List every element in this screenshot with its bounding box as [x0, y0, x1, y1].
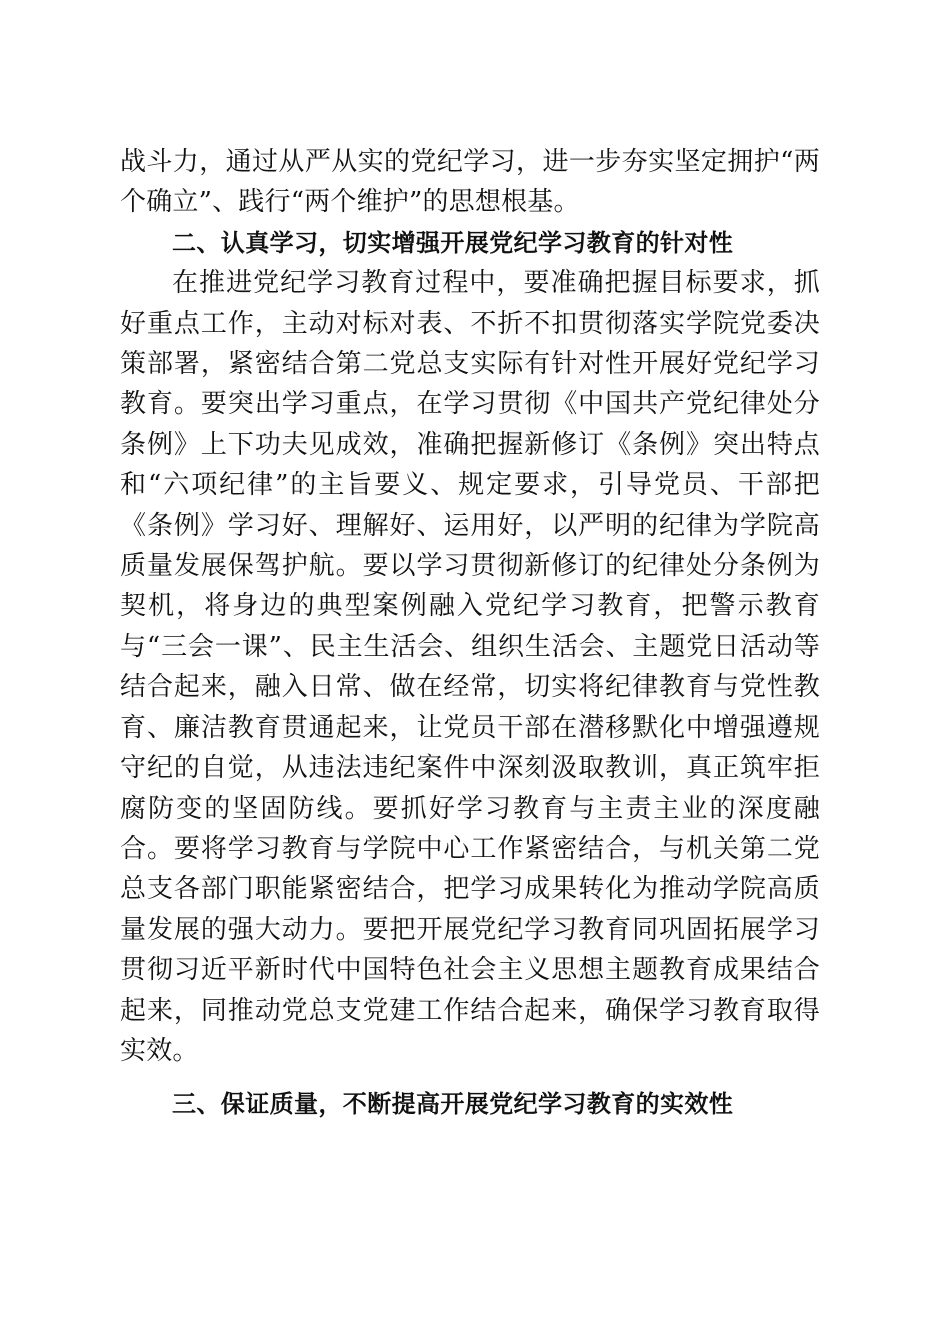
section-3-heading: 三、保证质量，不断提高开展党纪学习教育的实效性	[172, 1090, 734, 1119]
document-body	[120, 142, 820, 1125]
section-2-heading: 二、认真学习，切实增强开展党纪学习教育的针对性	[172, 228, 734, 257]
section-2-paragraph: 在推进党纪学习教育过程中，要准确把握目标要求，抓好重点工作，主动对标对表、不折不扣贯彻落实学院党委决策部署，紧密结合第二党总支实际有针对性开展好党纪学习教育。要突出学习重点，在学习贯彻《中国共产党纪律处分条例》上下功夫见成效，准确把握新修订《条例》突出特点和“六项纪律”的主旨要义、规定要求，引导党员、干部把《条例》学习好、理解好、运用好，以严明的纪律为学院高质量发展保驾护航。要以学习贯彻新修订的纪律处分条例为契机，将身边的典型案例融入党纪学习教育，把警示教育与“三会一课”、民主生活会、组织生活会、主题党日活动等结合起来，融入日常、做在经常，切实将纪律教育与党性教育、廉洁教育贯通起来，让党员干部在潜移默化中增强遵规守纪的自觉，从违法违纪案件中深刻汲取教训，真正筑牢拒腐防变的坚固防线。要抓好学习教育与主责主业的深度融合。要将学习教育与学院中心工作紧密结合，与机关第二党总支各部门职能紧密结合，把学习成果转化为推动学院高质量发展的强大动力。要把开展党纪学习教育同巩固拓展学习贯彻习近平新时代中国特色社会主义思想主题教育成果结合起来，同推动党总支党建工作结合起来，确保学习教育取得实效。	[120, 268, 820, 1066]
continued-paragraph: 战斗力，通过从严从实的党纪学习，进一步夯实坚定拥护“两个确立”、践行“两个维护”的思想根基。	[120, 147, 820, 218]
